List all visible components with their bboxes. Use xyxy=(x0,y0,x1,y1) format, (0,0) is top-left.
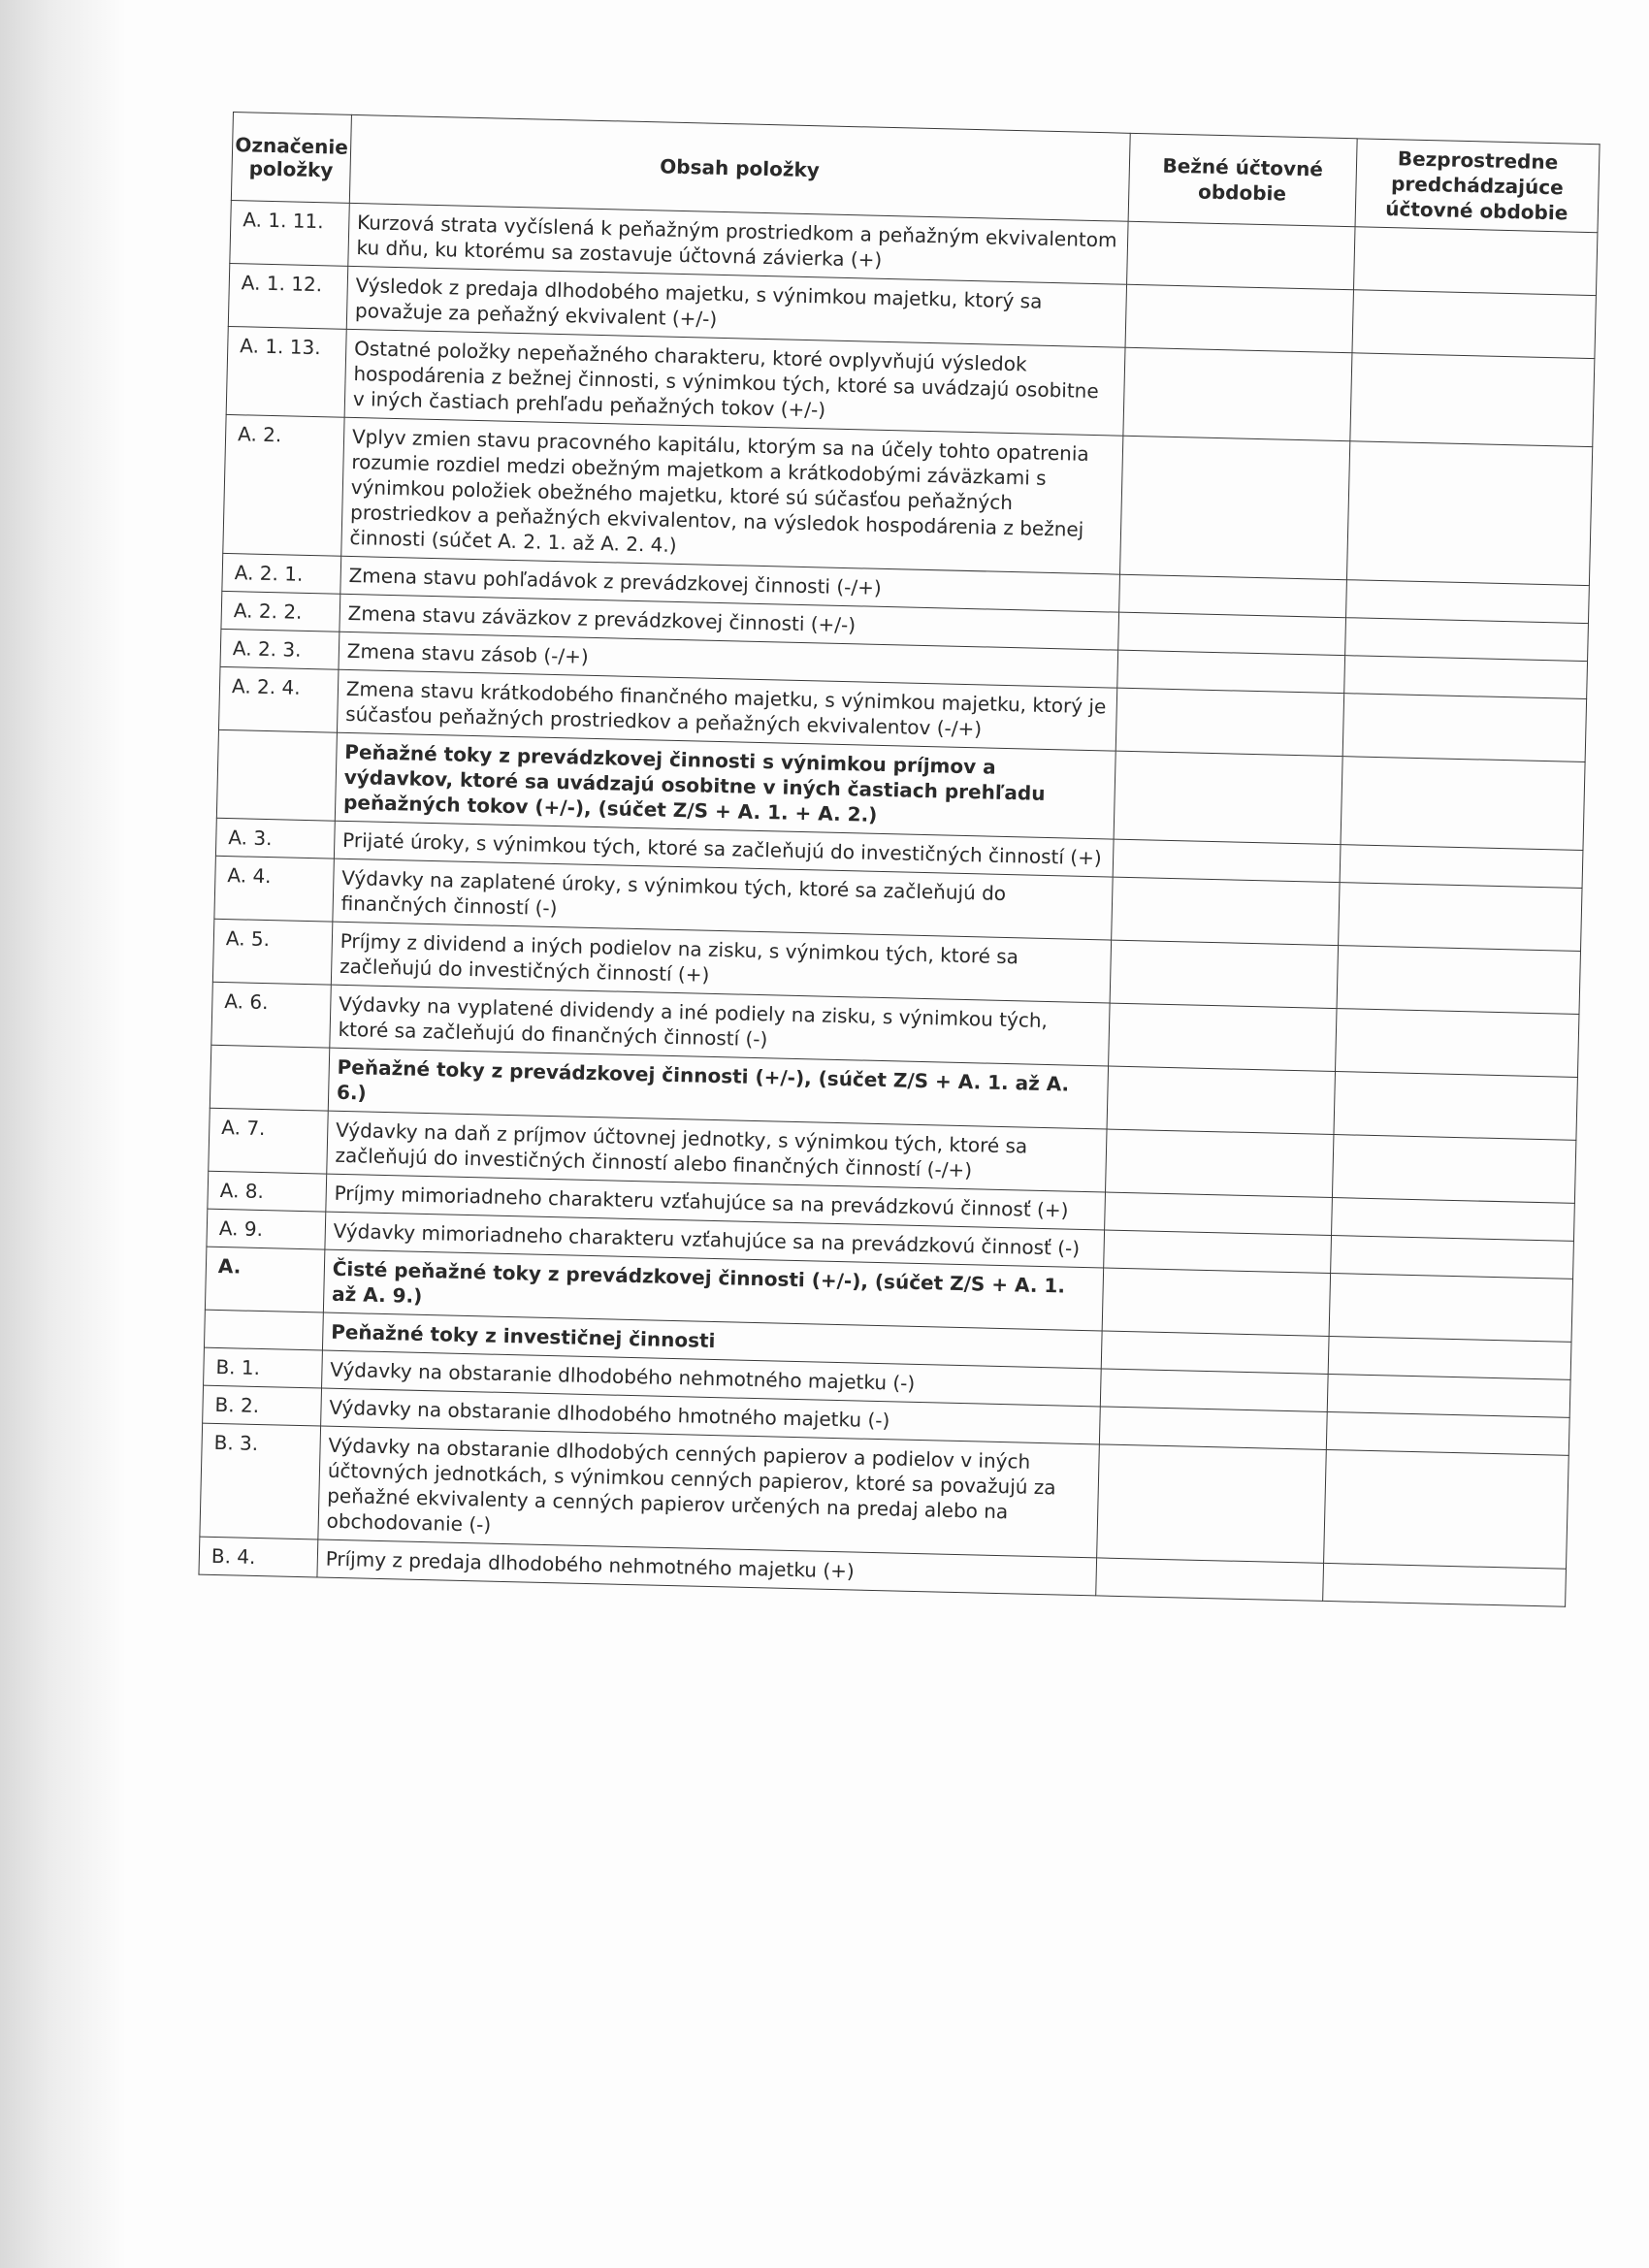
previous-period-cell[interactable] xyxy=(1337,946,1581,1015)
item-code xyxy=(210,1045,329,1111)
previous-period-cell[interactable] xyxy=(1332,1135,1576,1204)
item-code xyxy=(216,729,337,821)
item-code: B. 2. xyxy=(203,1385,322,1426)
item-code: B. 1. xyxy=(204,1347,323,1388)
item-content: Príjmy z predaja dlhodobého nehmotného majetku (+) xyxy=(317,1539,1097,1596)
previous-period-cell[interactable] xyxy=(1341,757,1585,851)
item-content: Výdavky na obstaranie dlhodobého nehmotného majetku (-) xyxy=(321,1350,1101,1407)
cash-flow-table xyxy=(198,112,1600,1607)
item-content: Peňažné toky z investičnej činnosti xyxy=(322,1312,1102,1369)
table-body xyxy=(199,200,1598,1606)
current-period-cell[interactable] xyxy=(1105,1129,1333,1197)
previous-period-cell[interactable] xyxy=(1345,580,1589,624)
header-previous-period: Bezprostredne predchádzajúce účtovné obdobie xyxy=(1355,139,1600,233)
item-content: Čisté peňažné toky z prevádzkovej činnosti (+/-), (súčet Z/S + A. 1. až A. 9.) xyxy=(323,1249,1103,1331)
item-code: A. 6. xyxy=(211,982,331,1048)
previous-period-cell[interactable] xyxy=(1327,1374,1570,1417)
current-period-cell[interactable] xyxy=(1100,1369,1328,1412)
current-period-cell[interactable] xyxy=(1113,839,1341,883)
item-content: Ostatné položky nepeňažného charakteru, ktoré ovplyvňujú výsledok hospodárenia z bežnej činnosti, s výnimkou tých, ktoré sa uvádzajú osobitne v iných častiach prehľadu peňažných tokov (+/-) xyxy=(344,329,1125,436)
item-code: A. 2. 1. xyxy=(222,553,341,594)
current-period-cell[interactable] xyxy=(1125,284,1353,352)
previous-period-cell[interactable] xyxy=(1346,441,1593,586)
item-content: Vplyv zmien stavu pracovného kapitálu, ktorým sa na účely tohto opatrenia rozumie rozdiel medzi obežným majetkom a krátkodobými záväzkami s výnimkou položiek obežného majetku, ktoré sú súčasťou peňažných prostriedkov a peňažných ekvivalentov, na výsledok hospodárenia z bežnej činnosti (súčet A. 2. 1. až A. 2. 4.) xyxy=(341,417,1123,574)
previous-period-cell[interactable] xyxy=(1331,1198,1574,1242)
cash-flow-statement-page xyxy=(198,112,1600,1607)
header-current-period: Bežné účtovné obdobie xyxy=(1128,133,1357,226)
item-code: A. xyxy=(205,1247,324,1312)
current-period-cell[interactable] xyxy=(1104,1192,1332,1236)
current-period-cell[interactable] xyxy=(1099,1407,1327,1450)
page-edge-shadow xyxy=(0,0,126,2268)
item-content: Peňažné toky z prevádzkovej činnosti (+/-), (súčet Z/S + A. 1. až A. 6.) xyxy=(328,1048,1108,1129)
item-code: A. 2. 2. xyxy=(221,591,340,632)
item-code: A. 3. xyxy=(215,818,335,859)
item-code: A. 1. 11. xyxy=(230,200,349,266)
current-period-cell[interactable] xyxy=(1119,436,1349,579)
previous-period-cell[interactable] xyxy=(1342,694,1587,762)
item-content: Príjmy mimoriadneho charakteru vzťahujúce sa na prevádzkovú činnosť (+) xyxy=(326,1174,1106,1230)
previous-period-cell[interactable] xyxy=(1344,618,1588,662)
previous-period-cell[interactable] xyxy=(1334,1072,1578,1141)
header-content: Obsah položky xyxy=(349,114,1130,221)
item-content: Zmena stavu záväzkov z prevádzkovej činnosti (+/-) xyxy=(340,594,1119,650)
item-content: Výdavky na obstaranie dlhodobého hmotného majetku (-) xyxy=(320,1388,1100,1444)
item-content: Prijaté úroky, s výnimkou tých, ktoré sa začleňujú do investičných činností (+) xyxy=(334,821,1114,877)
item-code: B. 4. xyxy=(199,1537,318,1577)
item-code: A. 2. 4. xyxy=(218,666,338,732)
item-content: Kurzová strata vyčíslená k peňažným prostriedkom a peňažným ekvivalentom ku dňu, ku ktorému sa zostavuje účtovná závierka (+) xyxy=(348,203,1128,284)
previous-period-cell[interactable] xyxy=(1352,290,1597,359)
previous-period-cell[interactable] xyxy=(1353,227,1598,296)
header-code: Označenie položky xyxy=(231,113,351,204)
current-period-cell[interactable] xyxy=(1107,1066,1335,1134)
previous-period-cell[interactable] xyxy=(1326,1411,1569,1455)
current-period-cell[interactable] xyxy=(1103,1230,1331,1274)
previous-period-cell[interactable] xyxy=(1343,656,1587,699)
item-code: A. 1. 13. xyxy=(226,326,346,417)
current-period-cell[interactable] xyxy=(1102,1268,1330,1336)
item-content: Výdavky na zaplatené úroky, s výnimkou tých, ktoré sa začleňujú do finančných činností (-) xyxy=(333,859,1113,940)
current-period-cell[interactable] xyxy=(1110,940,1338,1008)
previous-period-cell[interactable] xyxy=(1335,1009,1579,1078)
current-period-cell[interactable] xyxy=(1108,1003,1336,1071)
current-period-cell[interactable] xyxy=(1096,1444,1326,1563)
previous-period-cell[interactable] xyxy=(1338,883,1582,952)
current-period-cell[interactable] xyxy=(1126,221,1354,289)
current-period-cell[interactable] xyxy=(1116,688,1343,756)
item-content: Výdavky na obstaranie dlhodobých cenných papierov a podielov v iných účtovných jednotkách, s výnimkou cenných papierov, ktoré sa považujú za peňažné ekvivalenty a cenných papierov určených na predaj alebo na obchodovanie (-) xyxy=(318,1426,1099,1558)
item-code: A. 2. xyxy=(223,414,344,556)
current-period-cell[interactable] xyxy=(1117,650,1345,694)
previous-period-cell[interactable] xyxy=(1322,1563,1566,1606)
previous-period-cell[interactable] xyxy=(1330,1235,1573,1279)
item-code: A. 1. 12. xyxy=(228,263,347,329)
item-content: Zmena stavu zásob (-/+) xyxy=(339,632,1118,688)
item-code: B. 3. xyxy=(200,1423,321,1539)
item-content: Zmena stavu krátkodobého finančného majetku, s výnimkou majetku, ktorý je súčasťou peňažných prostriedkov a peňažných ekvivalentov (-/+) xyxy=(337,669,1116,751)
item-content: Výdavky na daň z príjmov účtovnej jednotky, s výnimkou tých, ktoré sa začleňujú do investičných činností alebo finančných činností (-/+) xyxy=(327,1111,1107,1192)
item-code: A. 9. xyxy=(207,1209,326,1249)
current-period-cell[interactable] xyxy=(1096,1558,1324,1602)
item-code: A. 4. xyxy=(214,856,334,922)
item-content: Príjmy z dividend a iných podielov na zisku, s výnimkou tých, ktoré sa začleňujú do investičných činností (+) xyxy=(331,922,1111,1003)
item-content: Peňažné toky z prevádzkovej činnosti s výnimkou príjmov a výdavkov, ktoré sa uvádzajú osobitne v iných častiach prehľadu peňažných tokov (+/-), (súčet Z/S + A. 1. + A. 2.) xyxy=(335,732,1116,839)
current-period-cell[interactable] xyxy=(1101,1331,1329,1375)
item-code: A. 7. xyxy=(209,1108,328,1174)
previous-period-cell[interactable] xyxy=(1323,1449,1568,1569)
current-period-cell[interactable] xyxy=(1123,347,1352,440)
item-code xyxy=(204,1310,323,1350)
item-content: Výdavky na vyplatené dividendy a iné podiely na zisku, s výnimkou tých, ktoré sa začleňujú do finančných činností (-) xyxy=(330,985,1110,1066)
item-content: Výdavky mimoriadneho charakteru vzťahujúce sa na prevádzkovú činnosť (-) xyxy=(325,1212,1105,1268)
previous-period-cell[interactable] xyxy=(1329,1273,1573,1342)
item-code: A. 2. 3. xyxy=(220,629,340,669)
current-period-cell[interactable] xyxy=(1111,877,1339,945)
item-code: A. 5. xyxy=(212,919,332,985)
current-period-cell[interactable] xyxy=(1117,612,1345,656)
previous-period-cell[interactable] xyxy=(1340,845,1583,889)
current-period-cell[interactable] xyxy=(1118,574,1346,618)
previous-period-cell[interactable] xyxy=(1350,353,1595,447)
previous-period-cell[interactable] xyxy=(1328,1336,1571,1379)
item-content: Zmena stavu pohľadávok z prevádzkovej činnosti (-/+) xyxy=(340,556,1120,612)
current-period-cell[interactable] xyxy=(1114,751,1342,844)
item-content: Výsledok z predaja dlhodobého majetku, s výnimkou majetku, ktorý sa považuje za peňažný ekvivalent (+/-) xyxy=(346,266,1126,347)
item-code: A. 8. xyxy=(208,1171,327,1212)
